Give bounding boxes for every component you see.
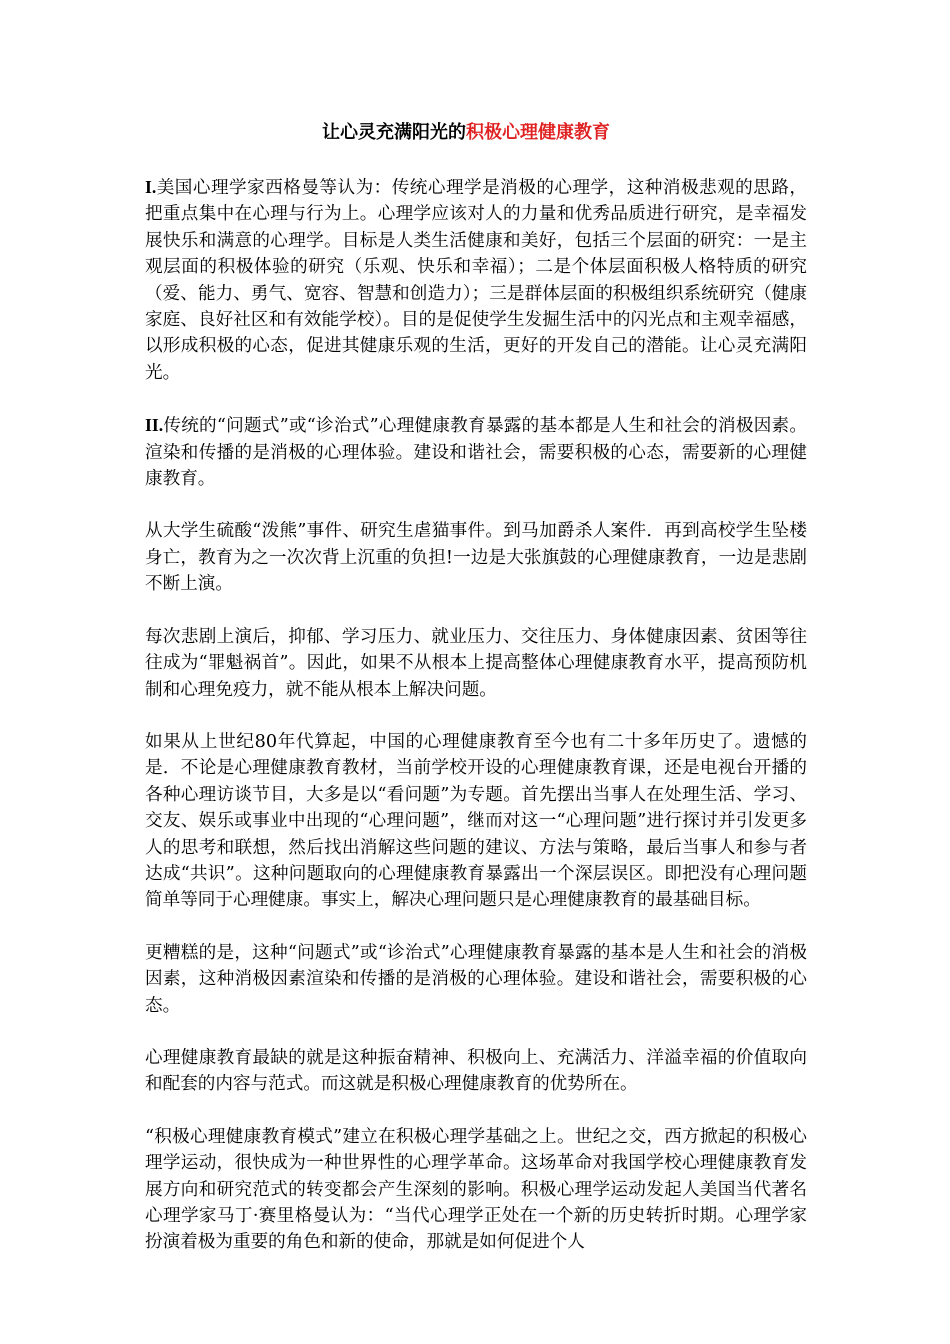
- section-number-1: I.: [145, 177, 157, 197]
- paragraph-text: “积极心理健康教育模式”建立在积极心理学基础之上。世纪之交，西方掀起的积极心理学运动，很快成为一种世界性的心理学革命。这场革命对我国学校心理健康教育发展方向和研究范式的转变都会产生深刻的影响。积极心理学运动发起人美国当代著名心理学家马丁·赛里格曼认为：“当代心理学正处在一个新的历史转折时期。心理学家扮演着极为重要的角色和新的使命，那就是如何促进个人: [145, 1126, 807, 1253]
- paragraph-text: 美国心理学家西格曼等认为：传统心理学是消极的心理学，这种消极悲观的思路，把重点集中在心理与行为上。心理学应该对人的力量和优秀品质进行研究，是幸福发展快乐和满意的心理学。目标是人类生活健康和美好，包括三个层面的研究：一是主观层面的积极体验的研究（乐观、快乐和幸福）；二是个体层面积极人格特质的研究（爱、能力、勇气、宽容、智慧和创造力）；三是群体层面的积极组织系统研究（健康家庭、良好社区和有效能学校）。目的是促使学生发掘生活中的闪光点和主观幸福感，以形成积极的心态，促进其健康乐观的生活，更好的开发自己的潜能。让心灵充满阳光。: [145, 178, 807, 383]
- paragraph-6: [145, 940, 807, 1019]
- paragraph-text: 每次悲剧上演后，抑郁、学习压力、就业压力、交往压力、身体健康因素、贫困等往往成为“罪魁祸首”。因此，如果不从根本上提高整体心理健康教育水平，提高预防机制和心理免疫力，就不能从根本上解决问题。: [145, 626, 807, 700]
- paragraph-text: 传统的“问题式”或“诊治式”心理健康教育暴露的基本都是人生和社会的消极因素。渲染和传播的是消极的心理体验。建设和谐社会，需要积极的心态，需要新的心理健康教育。: [145, 416, 807, 490]
- paragraph-text: 从大学生硫酸“泼熊”事件、研究生虐猫事件。到马加爵杀人案件．再到高校学生坠楼身亡，教育为之一次次背上沉重的负担!一边是大张旗鼓的心理健康教育，一边是悲剧不断上演。: [145, 521, 807, 595]
- paragraph-7: [145, 1045, 807, 1098]
- paragraph-1: [145, 174, 807, 386]
- title-highlight: 积极心理健康教育: [466, 122, 610, 143]
- section-number-2: II.: [145, 415, 164, 436]
- paragraph-text: 心理健康教育最缺的就是这种振奋精神、积极向上、充满活力、洋溢幸福的价值取向和配套的内容与范式。而这就是积极心理健康教育的优势所在。: [145, 1047, 807, 1095]
- paragraph-3: [145, 518, 807, 597]
- paragraph-2: [145, 412, 807, 492]
- paragraph-text: 如果从上世纪80年代算起，中国的心理健康教育至今也有二十多年历史了。遗憾的是．不论是心理健康教育教材，当前学校开设的心理健康教育课，还是电视台开播的各种心理访谈节目，大多是以“看问题”为专题。首先摆出当事人在处理生活、学习、交友、娱乐或事业中出现的“心理问题”，继而对这一“心理问题”进行探讨并引发更多人的思考和联想，然后找出消解这些问题的建议、方法与策略，最后当事人和参与者达成“共识”。这种问题取向的心理健康教育暴露出一个深层误区。即把没有心理问题简单等同于心理健康。事实上，解决心理问题只是心理健康教育的最基础目标。: [145, 731, 807, 911]
- paragraph-text: 更糟糕的是，这种“问题式”或“诊治式”心理健康教育暴露的基本是人生和社会的消极因素，这种消极因素渲染和传播的是消极的心理体验。建设和谐社会，需要积极的心态。: [145, 942, 807, 1016]
- paragraph-4: [145, 624, 807, 703]
- document-title: [145, 120, 807, 146]
- paragraph-5: [145, 729, 807, 914]
- document-page: [145, 120, 807, 1282]
- paragraph-8: [145, 1124, 807, 1256]
- title-main: 让心灵充满阳光的: [322, 122, 466, 143]
